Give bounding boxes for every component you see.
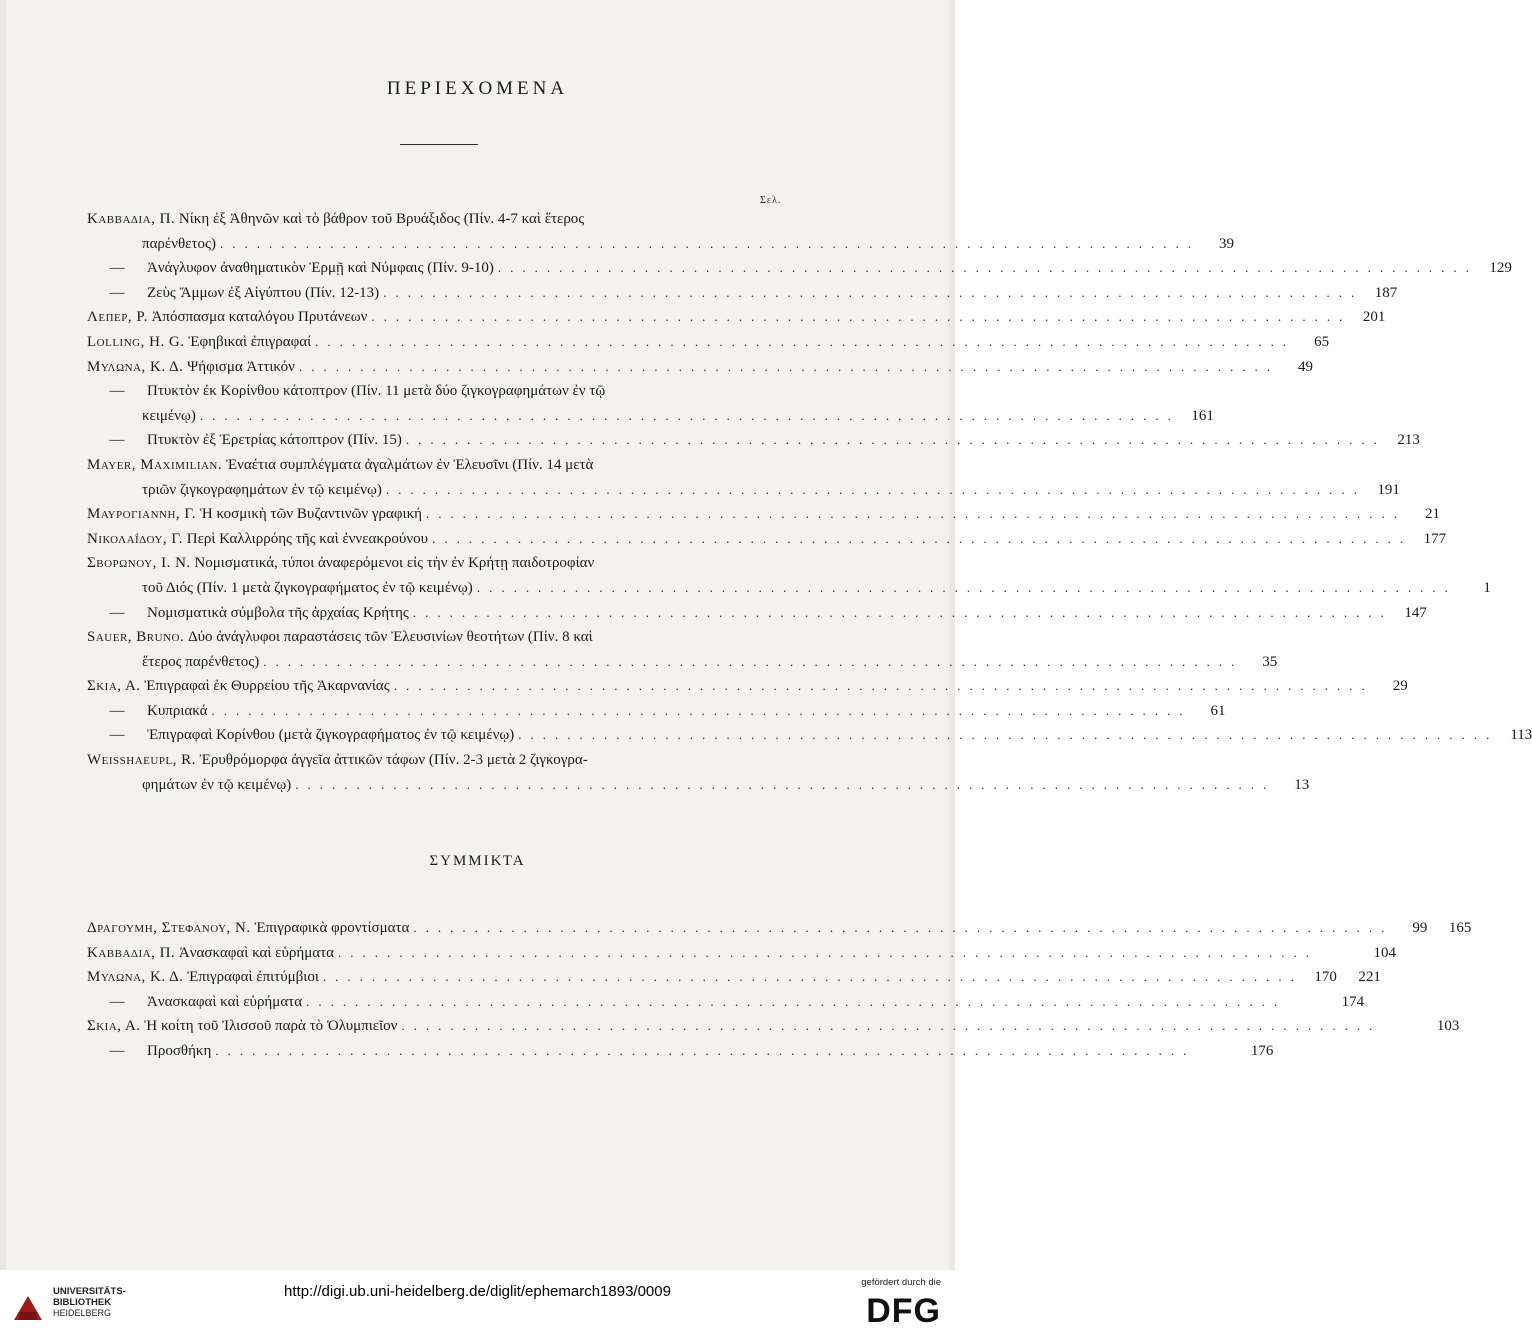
entry-page: 61	[1210, 702, 1226, 719]
entry-text	[87, 1039, 211, 1064]
entry-title: Ἐφηβικαὶ ἐπιγραφαί	[188, 333, 312, 350]
entry-page: 176	[1250, 1042, 1274, 1059]
entry-title: τριῶν ζιγκογραφημάτων ἐν τῷ κειμένῳ)	[142, 481, 382, 498]
ditto-dash: —	[109, 993, 125, 1010]
entry-text	[87, 650, 259, 675]
entry-text	[87, 674, 390, 699]
library-line-2: BIBLIOTHEK	[53, 1296, 112, 1308]
entry-title: Ἐναέτια συμπλέγματα ἀγαλμάτων ἐν Ἐλευσῖνι (Πίν. 14 μετὰ	[225, 456, 594, 473]
toc-entry[interactable]	[87, 404, 1214, 429]
entry-page: 49	[1297, 358, 1313, 375]
ditto-dash: —	[109, 1042, 125, 1059]
entry-text	[87, 1014, 397, 1039]
leader-dots: ................................................................................	[476, 579, 1457, 595]
entry-text	[87, 281, 379, 306]
toc-entry[interactable]	[87, 674, 1408, 699]
ditto-dash: —	[109, 383, 125, 400]
toc-entry[interactable]	[87, 1014, 1460, 1039]
entry-text	[87, 355, 295, 380]
toc-entry[interactable]	[87, 379, 784, 404]
entry-text	[87, 625, 593, 650]
entry-author: Weisshaeupl, R.	[87, 752, 196, 769]
leader-dots: ................................................................................	[383, 284, 1364, 300]
entry-page: 39	[1218, 235, 1234, 252]
leader-dots: ................................................................................	[337, 944, 1318, 960]
entry-page: 104	[1373, 944, 1396, 961]
leader-dots: ................................................................................	[401, 1018, 1382, 1034]
entry-page: 13	[1294, 776, 1310, 793]
leader-dots: ................................................................................	[219, 235, 1200, 251]
entry-page: 29	[1392, 678, 1408, 695]
entry-page: 65	[1314, 333, 1330, 350]
leader-dots: ................................................................................	[518, 727, 1499, 743]
entry-title: Ἀνασκαφαὶ καὶ εὑρήματα	[178, 944, 334, 961]
leader-dots: ................................................................................	[263, 653, 1244, 669]
toc-entry[interactable]	[87, 551, 784, 576]
entry-text	[87, 453, 593, 478]
entry-text	[87, 990, 302, 1015]
entry-page: 21	[1424, 506, 1440, 523]
page-title: ΠΕΡΙΕΧΟΜΕΝΑ	[386, 78, 569, 99]
entry-page: 221	[1358, 969, 1381, 986]
leader-dots: ................................................................................	[385, 481, 1366, 497]
entry-title: φημάτων ἐν τῷ κειμένῳ)	[142, 776, 292, 793]
toc-entry[interactable]	[87, 256, 1512, 281]
toc-entry[interactable]	[87, 1039, 1274, 1064]
toc-entry[interactable]	[87, 748, 784, 773]
toc-entry[interactable]	[87, 990, 1365, 1015]
entry-title: Δύο ἀνάγλυφοι παραστάσεις τῶν Ἐλευσινίων θεοτήτων (Πίν. 8 καὶ	[187, 629, 593, 646]
entry-author: Καββαδια, Π.	[87, 944, 176, 961]
entry-text	[87, 330, 311, 355]
toc-entry[interactable]	[87, 281, 1398, 306]
entry-author: Sauer, Bruno.	[87, 629, 185, 646]
entry-author: Σκια, Α.	[87, 678, 141, 695]
entry-text	[87, 699, 208, 724]
leader-dots: ................................................................................	[306, 993, 1287, 1009]
entry-title: ἕτερος παρένθετος)	[142, 653, 260, 670]
toc-entry[interactable]	[87, 207, 784, 232]
leader-dots: ................................................................................	[371, 309, 1352, 325]
entry-title: Ἐπιγραφικὰ φροντίσματα	[254, 920, 410, 936]
entry-page-a: 170	[1314, 969, 1337, 986]
leader-dots: ................................................................................	[298, 358, 1279, 374]
toc-entry[interactable]	[87, 527, 1447, 552]
entry-text	[87, 941, 334, 966]
leader-dots: ................................................................................	[393, 678, 1374, 694]
toc-entry[interactable]	[87, 453, 784, 478]
entry-text	[87, 428, 402, 453]
entry-text	[87, 723, 514, 748]
page-column-label: Σελ.	[760, 195, 782, 206]
entry-text	[87, 379, 605, 404]
leader-dots: ................................................................................	[315, 333, 1296, 349]
entry-title: Περὶ Καλλιρρόης τῆς καὶ ἐννεακρούνου	[186, 530, 429, 547]
entry-page: 147	[1404, 604, 1427, 621]
toc-entry[interactable]	[87, 601, 1427, 626]
entry-title: Ἀνάγλυφον ἀναθηματικὸν Ἑρμῇ καὶ Νύμφαις (Πίν. 9-10)	[147, 260, 494, 277]
entry-text	[87, 502, 422, 527]
entry-text	[87, 232, 216, 257]
entry-page: 165	[1448, 920, 1472, 936]
entry-author: Μαυρογιαννη, Γ.	[87, 506, 197, 523]
toc-entry[interactable]	[87, 355, 1313, 380]
entry-author: Mayer, Maximilian.	[87, 456, 223, 473]
ditto-dash: —	[109, 604, 125, 621]
library-line-1: UNIVERSITÄTS-	[53, 1286, 126, 1297]
entry-author: Καββαδια, Π.	[87, 211, 176, 227]
entry-page: 187	[1374, 284, 1398, 301]
entry-text	[87, 551, 594, 576]
entry-page: 103	[1436, 1018, 1460, 1035]
source-url[interactable]: http://digi.ub.uni-heidelberg.de/diglit/ephemarch1893/0009	[284, 1283, 671, 1300]
entry-author: Μυλωνα, Κ. Δ.	[87, 969, 184, 986]
entry-title: Ἐπιγραφαὶ Κορίνθου (μετὰ ζιγκογραφήματος ἐν τῷ κειμένῳ)	[147, 727, 515, 744]
title-rule	[400, 144, 478, 145]
leader-dots: ................................................................................	[199, 407, 1180, 423]
entry-text	[87, 404, 196, 429]
entry-title: Ἐπιγραφαὶ ἐκ Θυρρείου τῆς Ἀκαρνανίας	[144, 678, 390, 695]
toc-entry[interactable]	[87, 650, 1278, 675]
entry-title: τοῦ Διός (Πίν. 1 μετὰ ζιγκογραφήματος ἐν τῷ κειμένῳ)	[142, 579, 473, 596]
entry-text	[87, 916, 409, 941]
entry-page: 213	[1397, 432, 1420, 449]
miscellany-list	[87, 916, 1472, 1064]
entry-page: 191	[1377, 481, 1400, 498]
entry-title: Νίκη ἐξ Ἀθηνῶν καὶ τὸ βάθρον τοῦ Βρυάξιδος (Πίν. 4-7 καὶ ἕτερος	[178, 211, 585, 227]
entry-page: 113	[1510, 727, 1532, 744]
toc-entry[interactable]	[87, 723, 1532, 748]
toc-entry[interactable]	[87, 625, 784, 650]
entry-page: 177	[1423, 530, 1447, 547]
entry-title: Κυπριακά	[147, 702, 208, 719]
entry-title: Νομισματικά, τύποι ἀναφερόμενοι εἰς τὴν ἐν Κρήτῃ παιδοτροφίαν	[194, 555, 595, 572]
toc-entry[interactable]	[87, 428, 1420, 453]
toc-entry[interactable]	[87, 773, 1310, 798]
entry-text	[87, 527, 428, 552]
entry-author: Νικολαΐδου, Γ.	[87, 530, 184, 547]
entry-title: Ζεὺς Ἄμμων ἐξ Αἰγύπτου (Πίν. 12-13)	[147, 284, 380, 301]
entry-text	[87, 478, 382, 503]
entry-page: 201	[1362, 309, 1386, 326]
toc-entry[interactable]	[87, 965, 1381, 990]
entry-page: 1	[1483, 579, 1491, 596]
leader-dots: ................................................................................	[412, 604, 1393, 620]
toc-entry[interactable]	[87, 502, 1440, 527]
toc-entry[interactable]	[87, 576, 1491, 601]
leader-dots: ................................................................................	[322, 969, 1303, 985]
ditto-dash: —	[109, 432, 125, 449]
entry-title: Ἀνασκαφαὶ καὶ εὑρήματα	[147, 993, 303, 1010]
leader-dots: ................................................................................	[295, 776, 1276, 792]
ditto-dash: —	[109, 702, 125, 719]
entry-author: Lolling, H. G.	[87, 333, 185, 350]
entry-title: Νομισματικὰ σύμβολα τῆς ἀρχαίας Κρήτης	[147, 604, 409, 621]
leader-dots: ................................................................................	[215, 1042, 1196, 1058]
entry-text	[87, 965, 319, 990]
entry-title: Πτυκτὸν ἐξ Ἐρετρίας κάτοπτρον (Πίν. 15)	[147, 432, 402, 449]
entry-page: 35	[1262, 653, 1278, 670]
ditto-dash: —	[109, 260, 125, 277]
entry-author: Λεπερ, Ρ.	[87, 309, 148, 326]
entry-page: 129	[1489, 260, 1512, 277]
sponsor-logo: DFG	[866, 1292, 941, 1330]
entry-text	[87, 207, 584, 232]
leader-dots: ................................................................................	[425, 506, 1406, 522]
entry-title: κειμένῳ)	[142, 407, 196, 424]
entry-text	[87, 305, 367, 330]
entry-title: Ἀπόσπασμα καταλόγου Πρυτάνεων	[151, 309, 368, 326]
entry-text	[87, 748, 588, 773]
entry-author: Σκια, Α.	[87, 1018, 141, 1035]
sponsor-label: gefördert durch die	[861, 1277, 941, 1288]
toc-entry[interactable]	[87, 232, 1234, 257]
ditto-dash: —	[109, 727, 125, 744]
toc-entry[interactable]	[87, 330, 1330, 355]
toc-entry[interactable]	[87, 478, 1400, 503]
toc-entry[interactable]	[87, 941, 1396, 966]
toc-entry[interactable]	[87, 699, 1226, 724]
entry-text	[87, 601, 409, 626]
entry-author: Σβορωνου, Ι. Ν.	[87, 555, 191, 572]
entry-page: 161	[1191, 407, 1214, 424]
leader-dots: ................................................................................	[497, 260, 1478, 276]
entry-title: Πτυκτὸν ἐκ Κορίνθου κάτοπτρον (Πίν. 11 μετὰ δύο ζιγκογραφημάτων ἐν τῷ	[147, 383, 606, 400]
entry-title: Ἐπιγραφαὶ ἐπιτύμβιοι	[187, 969, 319, 986]
entry-author: Μυλωνα, Κ. Δ.	[87, 358, 184, 375]
leader-dots: ................................................................................	[211, 702, 1192, 718]
ditto-dash: —	[109, 284, 125, 301]
entry-text	[87, 773, 291, 798]
entry-text	[87, 576, 473, 601]
entry-title: Ἡ κοσμικὴ τῶν Βυζαντινῶν γραφική	[199, 506, 422, 523]
entry-page-a: 99	[1412, 920, 1428, 936]
contents-list	[87, 207, 1532, 797]
library-line-3: HEIDELBERG	[53, 1308, 112, 1318]
entry-title: Ἡ κοίτη τοῦ Ἰλισσοῦ παρὰ τὸ Ὀλυμπιεῖον	[144, 1018, 398, 1035]
entry-page: 174	[1341, 993, 1365, 1010]
leader-dots: ................................................................................	[413, 920, 1394, 935]
entry-title: Προσθήκη	[147, 1042, 212, 1059]
toc-entry[interactable]	[87, 305, 1386, 330]
leader-dots: ................................................................................	[405, 432, 1386, 448]
entry-title: Ἐρυθρόμορφα ἀγγεῖα ἀττικῶν τάφων (Πίν. 2-3 μετὰ 2 ζιγκογρα-	[199, 752, 588, 769]
footer-bar	[0, 1270, 955, 1336]
entry-text	[87, 256, 494, 281]
entry-title: Ψήφισμα Ἀττικόν	[187, 358, 295, 375]
section-subtitle: ΣΥΜΜΙΚΤΑ	[429, 853, 526, 869]
entry-author: Δραγουμη, Στεφανου, Ν.	[87, 920, 251, 936]
leader-dots: ................................................................................	[432, 530, 1413, 546]
toc-entry[interactable]	[87, 916, 1472, 941]
entry-title: παρένθετος)	[142, 235, 216, 252]
